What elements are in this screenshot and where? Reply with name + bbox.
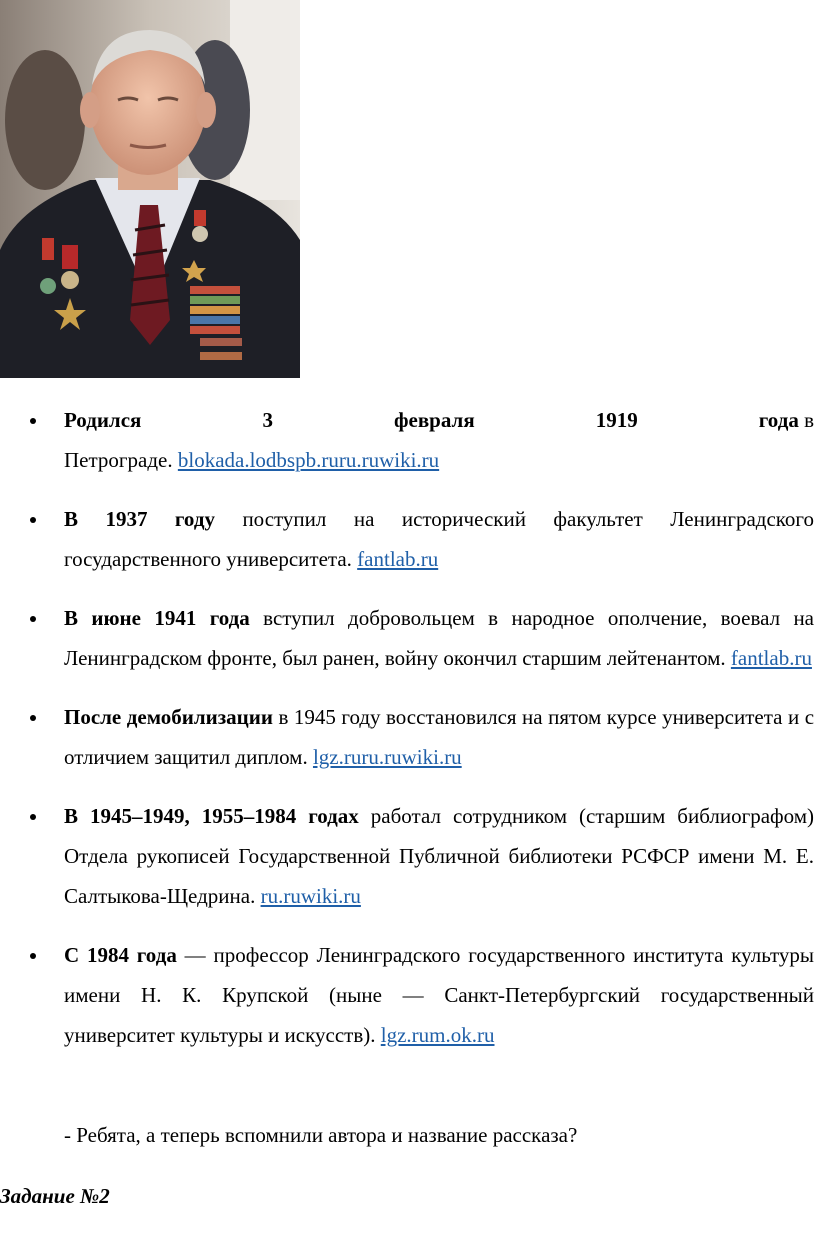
bullet-icon	[30, 953, 36, 959]
portrait-photo	[0, 0, 300, 378]
list-item-text: Петрограде.	[64, 448, 173, 472]
source-link[interactable]: fantlab.ru	[730, 646, 812, 670]
bullet-icon	[30, 814, 36, 820]
list-item-bold-word: Родился	[64, 408, 142, 432]
bullet-icon	[30, 715, 36, 721]
list-item	[0, 400, 816, 480]
biography-list	[0, 400, 816, 1074]
source-link[interactable]: fantlab.ru	[357, 547, 439, 571]
list-item	[0, 935, 816, 1055]
bullet-icon	[30, 517, 36, 523]
list-item	[0, 598, 816, 678]
list-item-bold: В 1937 году	[64, 507, 215, 531]
list-item	[0, 499, 816, 579]
list-item-first-line	[64, 400, 814, 440]
list-item-bold-tail: года в	[758, 408, 814, 432]
list-item-bold-word: 1919	[595, 408, 638, 432]
list-item-text: в 1945 году восстановился на пятом курсе университета и с отличием защитил диплом.	[64, 705, 815, 769]
list-item-bold-word: февраля	[393, 408, 475, 432]
source-link[interactable]: lgz.ruru.ruwiki.ru	[312, 745, 462, 769]
task-heading: Задание №2	[0, 1184, 110, 1208]
list-item-text: вступил добровольцем в народное ополчение, воевал на Ленинградском фронте, был ранен, войну окончил старшим лейтенантом.	[64, 606, 815, 670]
list-item-bold-word: 3	[262, 408, 273, 432]
bullet-icon	[30, 418, 36, 424]
list-item-bold: С 1984 года	[64, 943, 177, 967]
list-item-text: — профессор Ленинградского государственного института культуры имени Н. К. Крупской (ныне — Санкт-Петербургский государственный университет культуры и искусств).	[64, 943, 814, 1047]
bullet-icon	[30, 616, 36, 622]
list-item	[0, 697, 816, 777]
source-link[interactable]: blokada.lodbspb.ruru.ruwiki.ru	[177, 448, 440, 472]
list-item-text: поступил на исторический факультет Ленинградского государственного университета.	[64, 507, 815, 571]
list-item-second-line	[64, 440, 814, 480]
source-link[interactable]: ru.ruwiki.ru	[260, 884, 361, 908]
list-item	[0, 796, 816, 916]
list-item-bold: В 1945–1949, 1955–1984 годах	[64, 804, 359, 828]
source-link[interactable]: lgz.rum.ok.ru	[380, 1023, 495, 1047]
list-item-bold: После демобилизации	[64, 705, 273, 729]
list-item-bold: В июне 1941 года	[64, 606, 250, 630]
list-item-text: работал сотрудником (старшим библиографом) Отдела рукописей Государственной Публичной библиотеки РСФСР имени М. Е. Салтыкова-Щедрина.	[64, 804, 814, 908]
question-text: - Ребята, а теперь вспомнили автора и название рассказа?	[64, 1123, 578, 1147]
